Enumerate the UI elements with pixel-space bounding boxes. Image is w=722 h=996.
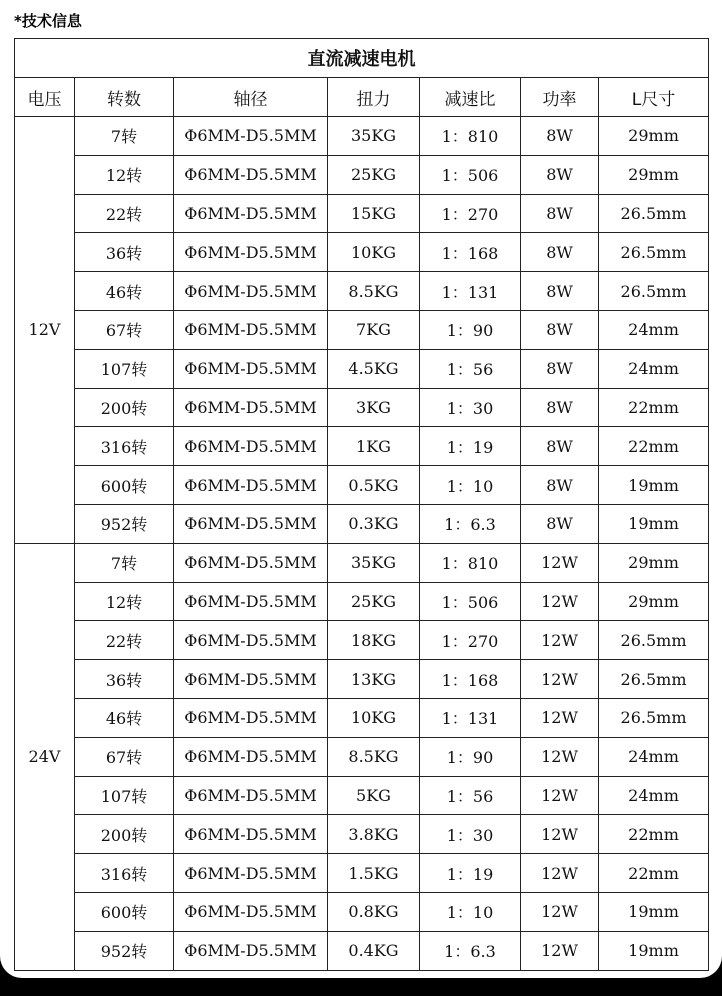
cell-power: 12W	[521, 737, 599, 776]
cell-speed: 7转	[75, 117, 174, 156]
table-header-row	[15, 78, 709, 117]
cell-speed: 107转	[75, 349, 174, 388]
cell-shaft: Φ6MM-D5.5MM	[174, 272, 328, 311]
cell-power: 12W	[521, 698, 599, 737]
cell-speed: 316转	[75, 427, 174, 466]
cell-torque: 15KG	[328, 194, 420, 233]
cell-length: 24mm	[599, 776, 709, 815]
cell-speed: 600转	[75, 892, 174, 931]
table-row	[15, 272, 709, 311]
cell-length: 29mm	[599, 543, 709, 582]
cell-length: 22mm	[599, 854, 709, 893]
cell-speed: 952转	[75, 504, 174, 543]
cell-ratio: 1：56	[420, 349, 521, 388]
cell-power: 8W	[521, 466, 599, 505]
cell-ratio: 1：810	[420, 117, 521, 156]
table-row	[15, 698, 709, 737]
cell-shaft: Φ6MM-D5.5MM	[174, 660, 328, 699]
cell-shaft: Φ6MM-D5.5MM	[174, 388, 328, 427]
cell-power: 8W	[521, 155, 599, 194]
table-row	[15, 892, 709, 931]
header-torque: 扭力	[328, 78, 420, 117]
cell-torque: 1KG	[328, 427, 420, 466]
cell-torque: 8.5KG	[328, 737, 420, 776]
table-row	[15, 427, 709, 466]
cell-torque: 25KG	[328, 582, 420, 621]
cell-power: 12W	[521, 660, 599, 699]
cell-torque: 18KG	[328, 621, 420, 660]
cell-ratio: 1：10	[420, 892, 521, 931]
cell-shaft: Φ6MM-D5.5MM	[174, 543, 328, 582]
table-row	[15, 349, 709, 388]
cell-shaft: Φ6MM-D5.5MM	[174, 815, 328, 854]
bottom-edge	[0, 978, 722, 996]
cell-length: 19mm	[599, 466, 709, 505]
cell-power: 12W	[521, 931, 599, 970]
table-row	[15, 582, 709, 621]
table-row	[15, 233, 709, 272]
cell-shaft: Φ6MM-D5.5MM	[174, 776, 328, 815]
cell-torque: 35KG	[328, 543, 420, 582]
table-row	[15, 543, 709, 582]
header-shaft: 轴径	[174, 78, 328, 117]
cell-power: 8W	[521, 117, 599, 156]
cell-shaft: Φ6MM-D5.5MM	[174, 155, 328, 194]
cell-ratio: 1：30	[420, 388, 521, 427]
cell-torque: 0.8KG	[328, 892, 420, 931]
cell-ratio: 1：30	[420, 815, 521, 854]
cell-speed: 200转	[75, 815, 174, 854]
cell-length: 29mm	[599, 155, 709, 194]
cell-shaft: Φ6MM-D5.5MM	[174, 854, 328, 893]
cell-speed: 12转	[75, 155, 174, 194]
header-length: L尺寸	[599, 78, 709, 117]
cell-speed: 36转	[75, 233, 174, 272]
cell-shaft: Φ6MM-D5.5MM	[174, 427, 328, 466]
cell-length: 19mm	[599, 931, 709, 970]
cell-torque: 3.8KG	[328, 815, 420, 854]
cell-shaft: Φ6MM-D5.5MM	[174, 117, 328, 156]
cell-speed: 22转	[75, 194, 174, 233]
cell-torque: 35KG	[328, 117, 420, 156]
cell-shaft: Φ6MM-D5.5MM	[174, 582, 328, 621]
table-row	[15, 737, 709, 776]
cell-power: 12W	[521, 543, 599, 582]
cell-voltage: 24V	[15, 543, 75, 970]
cell-shaft: Φ6MM-D5.5MM	[174, 892, 328, 931]
cell-length: 22mm	[599, 815, 709, 854]
cell-ratio: 1：56	[420, 776, 521, 815]
cell-ratio: 1：810	[420, 543, 521, 582]
cell-length: 29mm	[599, 582, 709, 621]
cell-ratio: 1：90	[420, 737, 521, 776]
table-row	[15, 504, 709, 543]
cell-shaft: Φ6MM-D5.5MM	[174, 233, 328, 272]
cell-power: 12W	[521, 582, 599, 621]
cell-length: 22mm	[599, 427, 709, 466]
cell-speed: 12转	[75, 582, 174, 621]
cell-power: 12W	[521, 621, 599, 660]
cell-ratio: 1：10	[420, 466, 521, 505]
cell-length: 22mm	[599, 388, 709, 427]
header-voltage: 电压	[15, 78, 75, 117]
cell-length: 26.5mm	[599, 621, 709, 660]
cell-speed: 7转	[75, 543, 174, 582]
table-title: 直流减速电机	[15, 39, 709, 78]
cell-ratio: 1：19	[420, 427, 521, 466]
motor-spec-table	[14, 38, 709, 971]
cell-ratio: 1：90	[420, 310, 521, 349]
cell-length: 26.5mm	[599, 660, 709, 699]
cell-shaft: Φ6MM-D5.5MM	[174, 737, 328, 776]
cell-ratio: 1：6.3	[420, 504, 521, 543]
table-row	[15, 194, 709, 233]
cell-shaft: Φ6MM-D5.5MM	[174, 310, 328, 349]
table-row	[15, 155, 709, 194]
cell-shaft: Φ6MM-D5.5MM	[174, 349, 328, 388]
table-row	[15, 466, 709, 505]
cell-shaft: Φ6MM-D5.5MM	[174, 194, 328, 233]
table-row	[15, 854, 709, 893]
cell-voltage: 12V	[15, 117, 75, 544]
cell-shaft: Φ6MM-D5.5MM	[174, 504, 328, 543]
header-power: 功率	[521, 78, 599, 117]
cell-ratio: 1：270	[420, 621, 521, 660]
table-row	[15, 815, 709, 854]
cell-power: 8W	[521, 272, 599, 311]
cell-speed: 67转	[75, 310, 174, 349]
cell-shaft: Φ6MM-D5.5MM	[174, 698, 328, 737]
cell-torque: 7KG	[328, 310, 420, 349]
cell-shaft: Φ6MM-D5.5MM	[174, 931, 328, 970]
cell-length: 19mm	[599, 892, 709, 931]
cell-power: 8W	[521, 194, 599, 233]
cell-speed: 46转	[75, 272, 174, 311]
cell-power: 12W	[521, 776, 599, 815]
cell-length: 26.5mm	[599, 272, 709, 311]
cell-power: 12W	[521, 854, 599, 893]
cell-length: 26.5mm	[599, 698, 709, 737]
cell-ratio: 1：19	[420, 854, 521, 893]
cell-speed: 316转	[75, 854, 174, 893]
cell-shaft: Φ6MM-D5.5MM	[174, 621, 328, 660]
cell-power: 12W	[521, 892, 599, 931]
cell-torque: 0.4KG	[328, 931, 420, 970]
table-row	[15, 310, 709, 349]
cell-power: 8W	[521, 427, 599, 466]
table-row	[15, 621, 709, 660]
cell-speed: 22转	[75, 621, 174, 660]
cell-torque: 0.3KG	[328, 504, 420, 543]
table-title-row	[15, 39, 709, 78]
cell-torque: 10KG	[328, 233, 420, 272]
cell-torque: 5KG	[328, 776, 420, 815]
cell-length: 24mm	[599, 349, 709, 388]
cell-ratio: 1：270	[420, 194, 521, 233]
cell-power: 12W	[521, 815, 599, 854]
cell-power: 8W	[521, 504, 599, 543]
cell-ratio: 1：6.3	[420, 931, 521, 970]
cell-length: 26.5mm	[599, 194, 709, 233]
table-row	[15, 931, 709, 970]
cell-power: 8W	[521, 388, 599, 427]
cell-ratio: 1：168	[420, 233, 521, 272]
cell-torque: 10KG	[328, 698, 420, 737]
cell-ratio: 1：131	[420, 698, 521, 737]
table-row	[15, 660, 709, 699]
cell-ratio: 1：131	[420, 272, 521, 311]
table-row	[15, 388, 709, 427]
cell-speed: 67转	[75, 737, 174, 776]
cell-torque: 0.5KG	[328, 466, 420, 505]
table-row	[15, 117, 709, 156]
cell-speed: 107转	[75, 776, 174, 815]
cell-speed: 952转	[75, 931, 174, 970]
cell-length: 24mm	[599, 310, 709, 349]
cell-shaft: Φ6MM-D5.5MM	[174, 466, 328, 505]
cell-power: 8W	[521, 310, 599, 349]
cell-torque: 1.5KG	[328, 854, 420, 893]
cell-torque: 8.5KG	[328, 272, 420, 311]
cell-length: 24mm	[599, 737, 709, 776]
cell-speed: 600转	[75, 466, 174, 505]
header-ratio: 减速比	[420, 78, 521, 117]
cell-length: 29mm	[599, 117, 709, 156]
table-row	[15, 776, 709, 815]
section-title: *技术信息	[14, 12, 82, 30]
cell-speed: 46转	[75, 698, 174, 737]
cell-torque: 3KG	[328, 388, 420, 427]
cell-power: 8W	[521, 349, 599, 388]
header-speed: 转数	[75, 78, 174, 117]
cell-speed: 200转	[75, 388, 174, 427]
cell-torque: 25KG	[328, 155, 420, 194]
cell-ratio: 1：506	[420, 155, 521, 194]
cell-speed: 36转	[75, 660, 174, 699]
cell-ratio: 1：168	[420, 660, 521, 699]
cell-torque: 13KG	[328, 660, 420, 699]
cell-ratio: 1：506	[420, 582, 521, 621]
cell-power: 8W	[521, 233, 599, 272]
cell-length: 19mm	[599, 504, 709, 543]
cell-length: 26.5mm	[599, 233, 709, 272]
cell-torque: 4.5KG	[328, 349, 420, 388]
